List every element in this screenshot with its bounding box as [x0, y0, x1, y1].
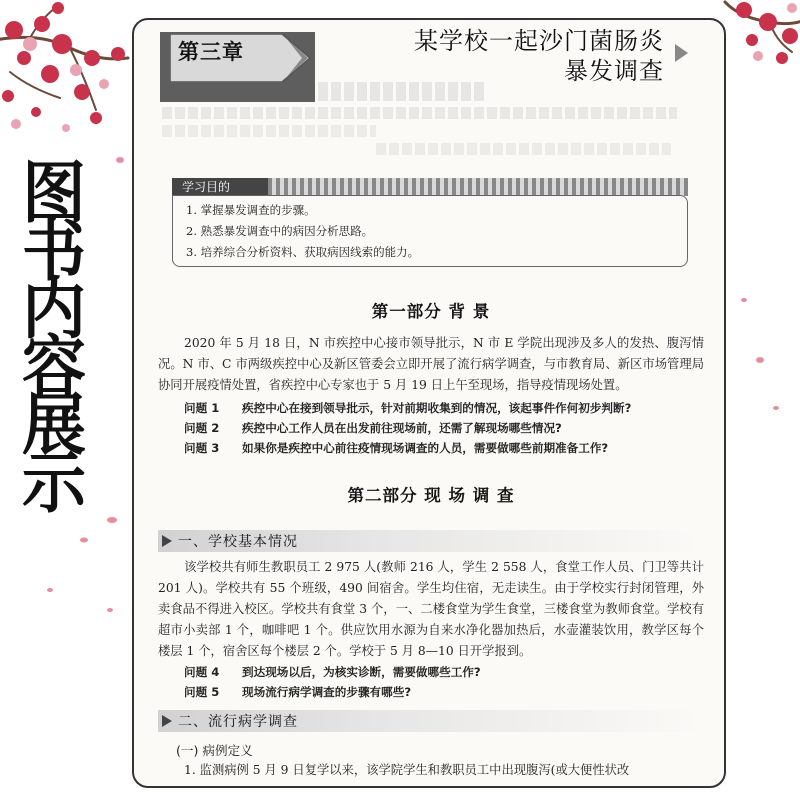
- banner-char: 示: [22, 445, 86, 523]
- triangle-bullet-icon: [162, 715, 172, 727]
- banner-char: 展: [22, 387, 86, 465]
- question-number: 问题 4: [184, 665, 220, 679]
- objectives-stripe: [268, 178, 688, 196]
- question-text: 疾控中心工作人员在出发前往现场前，还需了解现场哪些情况?: [242, 421, 562, 435]
- subsection-title: (一) 病例定义: [176, 743, 253, 758]
- section-title: 二、流行病学调查: [178, 714, 298, 730]
- part2-heading: 第二部分 现 场 调 查: [347, 486, 515, 505]
- section-header: [158, 530, 704, 552]
- chapter-label: 第三章: [178, 40, 244, 64]
- book-page: [132, 18, 726, 788]
- question-text: 到达现场以后，为核实诊断，需要做哪些工作?: [242, 665, 481, 679]
- objective-item: 3. 培养综合分析资料、获取病因线索的能力。: [186, 245, 420, 259]
- question-item: [184, 418, 562, 438]
- section-header: [158, 710, 704, 732]
- side-banner-title: [14, 155, 94, 523]
- banner-char: 内: [22, 271, 86, 349]
- part1-heading: 第一部分 背 景: [371, 302, 491, 321]
- question-item: [184, 662, 481, 682]
- question-item: [184, 398, 631, 418]
- question-item: [184, 682, 411, 702]
- question-number: 问题 3: [184, 441, 220, 455]
- question-text: 疾控中心在接到领导批示，针对前期收集到的情况，该起事件作何初步判断?: [242, 401, 632, 415]
- question-item: [184, 438, 608, 458]
- question-number: 问题 5: [184, 685, 220, 699]
- objective-item: 2. 熟悉暴发调查中的病因分析思路。: [186, 224, 374, 238]
- banner-char: 书: [22, 213, 86, 291]
- banner-char: 图: [22, 155, 86, 233]
- chapter-arrow-icon: [675, 44, 688, 62]
- objective-item: 1. 掌握暴发调查的步骤。: [186, 203, 316, 217]
- question-number: 问题 2: [184, 421, 220, 435]
- triangle-bullet-icon: [162, 535, 172, 547]
- section1-paragraph-text: 该学校共有师生教职员工 2 975 人(教师 216 人，学生 2 558 人，食堂工作人员、门卫等共计 201 人)。学校共有 55 个班级，490 间宿舍。学生均住宿，无走读生。由于学校实行封闭管理，外卖食品不得进入校区。学校共有食堂 3 个，一、二楼食堂为学生食堂，三楼食堂为教师食堂。学校有超市小卖部 1 个，咖啡吧 1 个。供应饮用水源为自来水净化器加热后，水壶灌装饮用，教学区每个楼层 1 个，宿舍区每个楼层 2 个。学校于 5 月 8—10 日开学报到。: [158, 560, 704, 658]
- objectives-tab: 学习目的: [172, 178, 268, 196]
- case-definition-line: [158, 760, 704, 781]
- chapter-title-line2: 暴发调查: [564, 57, 664, 85]
- case-definition-text: 1. 监测病例 5 月 9 日复学以来，该学院学生和教职员工中出现腹泻(或大便性状改: [184, 763, 630, 777]
- part1-paragraph: [158, 333, 704, 396]
- banner-char: 容: [22, 329, 86, 407]
- question-number: 问题 1: [184, 401, 220, 415]
- chapter-title-line1: 某学校一起沙门菌肠炎: [414, 27, 664, 55]
- chapter-title: [414, 26, 664, 86]
- section1-paragraph: [158, 557, 704, 662]
- chapter-header: [134, 20, 726, 115]
- objectives-list: [186, 200, 419, 263]
- part1-paragraph-text: 2020 年 5 月 18 日，N 市疾控中心接市领导批示，N 市 E 学院出现涉及多人的发热、腹泻情况。N 市、C 市两级疾控中心及新区管委会立即开展了流行病学调查，与市教育局、新区市场管理局协同开展疫情处置，省疾控中心专家也于 5 月 19 日上午至现场，指导疫情现场处置。: [158, 336, 704, 392]
- question-text: 现场流行病学调查的步骤有哪些?: [242, 685, 412, 699]
- question-text: 如果你是疾控中心前往疫情现场调查的人员，需要做哪些前期准备工作?: [242, 441, 609, 455]
- section-title: 一、学校基本情况: [178, 534, 298, 550]
